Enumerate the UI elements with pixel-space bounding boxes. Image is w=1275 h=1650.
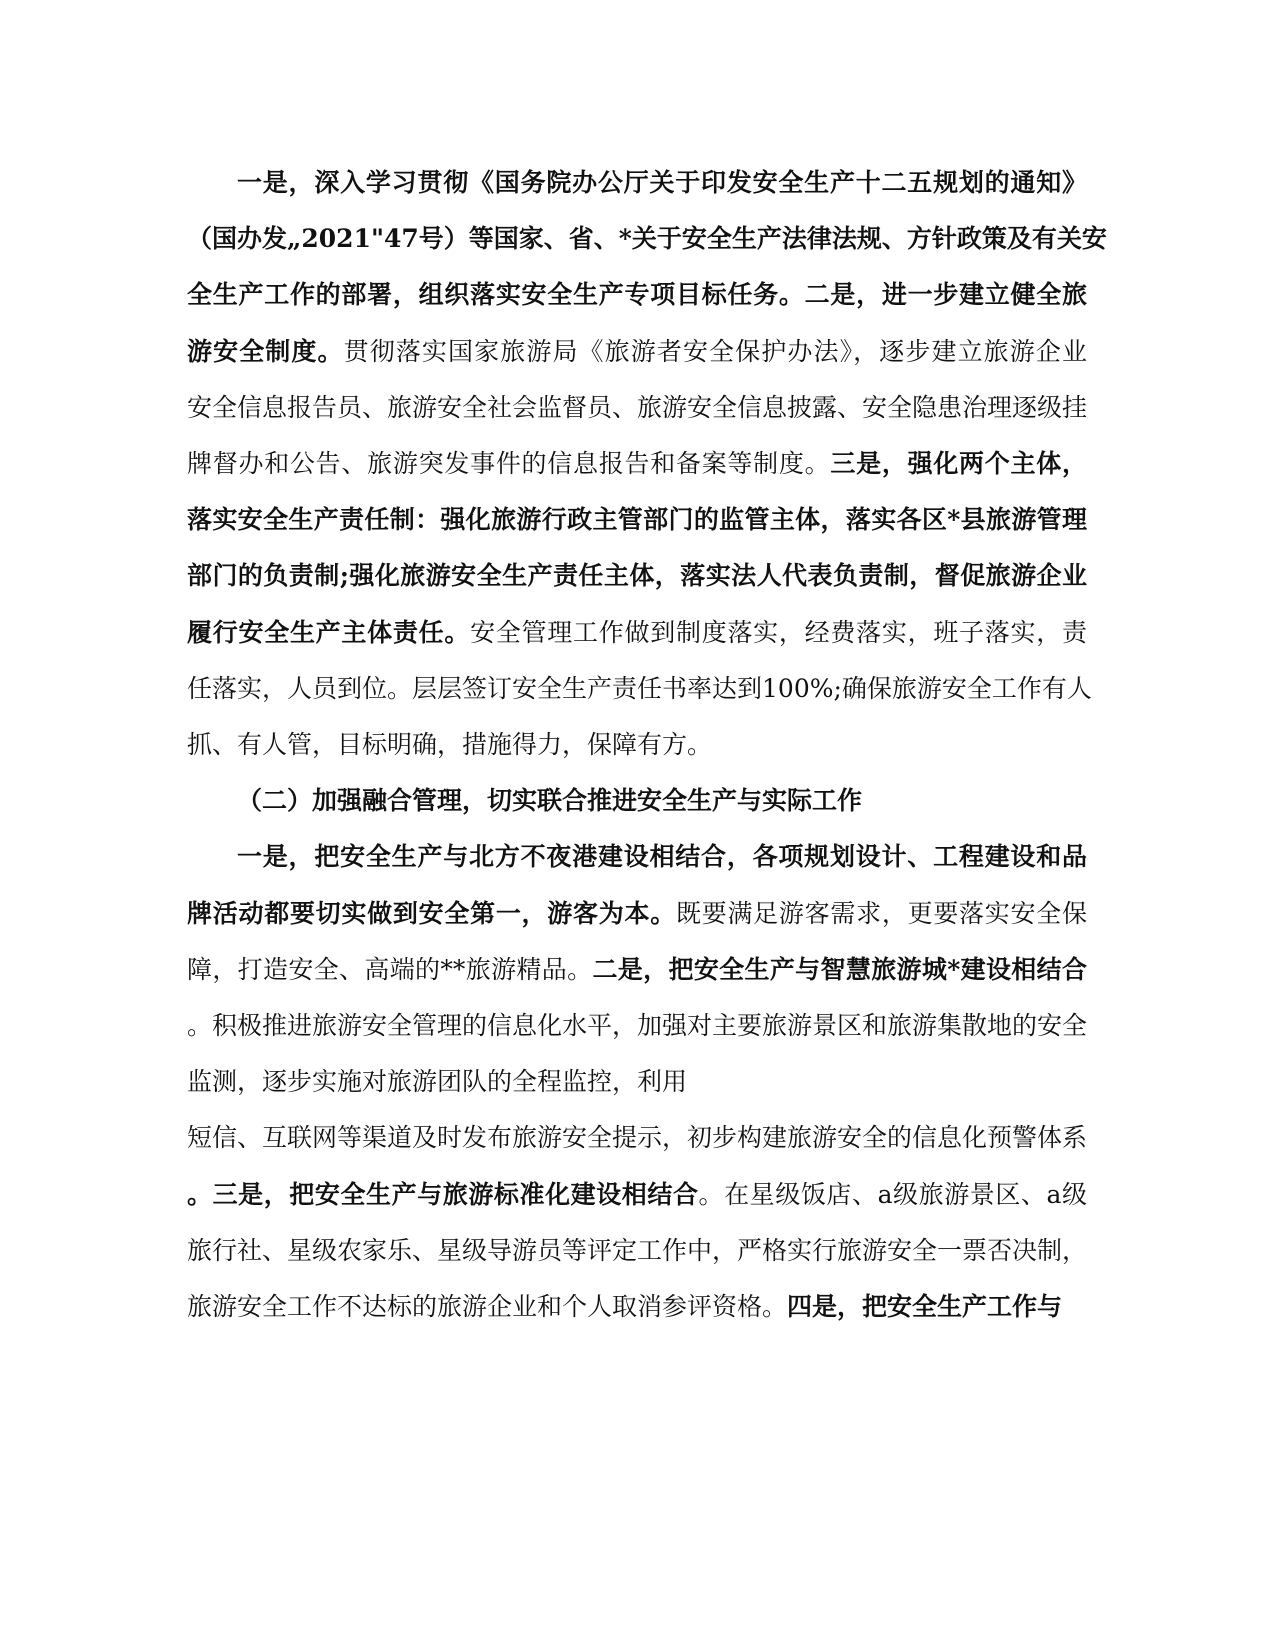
text-run: 安全管理工作做到制度落实，经费落实，班子落实，责: [470, 618, 1087, 647]
text-run: 任落实，人员到位。层层签订安全生产责任书率达到100%;确保旅游安全工作有人: [187, 674, 1092, 703]
text-line: [187, 1178, 1087, 1212]
text-line: [187, 222, 1107, 256]
text-line: [187, 897, 1087, 931]
text-line: [237, 840, 1087, 874]
text-line: [187, 1234, 1087, 1268]
bold-text-run: 三是，强化两个主体，: [830, 449, 1087, 478]
text-run: 障，打造安全、高端的**旅游精品。: [187, 955, 593, 984]
text-run: 既要满足游客需求，更要落实安全保: [675, 899, 1087, 928]
text-line: [187, 953, 1087, 987]
bold-text-run: （二）加强融合管理，切实联合推进安全生产与实际工作: [237, 786, 863, 815]
text-run: 短信、互联网等渠道及时发布旅游安全提示，初步构建旅游安全的信息化预警体系: [187, 1123, 1088, 1152]
text-run: 监测，逐步实施对旅游团队的全程监控，利用: [187, 1067, 688, 1096]
text-line: [187, 391, 1087, 425]
text-line: [187, 503, 1087, 537]
bold-text-run: 落实安全生产责任制：强化旅游行政主管部门的监管主体，落实各区*县旅游管理: [187, 505, 1087, 534]
bold-text-run: 全生产工作的部署，组织落实安全生产专项目标任务。二是，进一步建立健全旅: [187, 280, 1087, 309]
bold-text-run: 部门的负责制;强化旅游安全生产责任主体，落实法人代表负责制，督促旅游企业: [187, 561, 1087, 590]
text-run: 牌督办和公告、旅游突发事件的信息报告和备案等制度。: [187, 449, 831, 478]
bold-text-run: 游安全制度。: [187, 337, 344, 366]
text-run: 。在星级饭店、a级旅游景区、a级: [698, 1180, 1087, 1209]
text-run: 。积极推进旅游安全管理的信息化水平，加强对主要旅游景区和旅游集散地的安全: [187, 1011, 1088, 1040]
text-line: [187, 1290, 1087, 1324]
text-run: 旅游安全工作不达标的旅游企业和个人取消参评资格。: [187, 1292, 788, 1321]
bold-text-run: 一是，把安全生产与北方不夜港建设相结合，各项规划设计、工程建设和品: [237, 842, 1087, 871]
text-line: [187, 728, 1087, 762]
text-run: 安全信息报告员、旅游安全社会监督员、旅游安全信息披露、安全隐患治理逐级挂: [187, 393, 1088, 422]
text-line: [187, 447, 1087, 481]
text-line: [187, 1121, 1087, 1155]
text-line: [187, 1009, 1087, 1043]
text-line: [187, 559, 1087, 593]
bold-text-run: 履行安全生产主体责任。: [187, 618, 471, 647]
text-run: 贯彻落实国家旅游局《旅游者安全保护办法》，逐步建立旅游企业: [343, 337, 1087, 366]
text-line: [237, 166, 1087, 200]
bold-text-run: 二是，把安全生产与智慧旅游城*建设相结合: [592, 955, 1087, 984]
text-line: [187, 335, 1087, 369]
text-line: [187, 616, 1087, 650]
text-run: 旅行社、星级农家乐、星级导游员等评定工作中，严格实行旅游安全一票否决制，: [187, 1236, 1088, 1265]
text-line: [237, 784, 1087, 818]
text-line: [187, 1065, 1087, 1099]
bold-text-run: 。三是，把安全生产与旅游标准化建设相结合: [187, 1180, 699, 1209]
bold-text-run: 四是，把安全生产工作与: [787, 1292, 1063, 1321]
bold-text-run: 一是，深入学习贯彻《国务院办公厅关于印发安全生产十二五规划的通知》: [237, 168, 1087, 197]
text-line: [187, 278, 1087, 312]
bold-text-run: 牌活动都要切实做到安全第一，游客为本。: [187, 899, 676, 928]
text-line: [187, 672, 1092, 706]
bold-text-run: （国办发„2021"47号）等国家、省、*关于安全生产法律法规、方针政策及有关安: [187, 224, 1107, 253]
text-run: 抓、有人管，目标明确，措施得力，保障有方。: [187, 730, 713, 759]
